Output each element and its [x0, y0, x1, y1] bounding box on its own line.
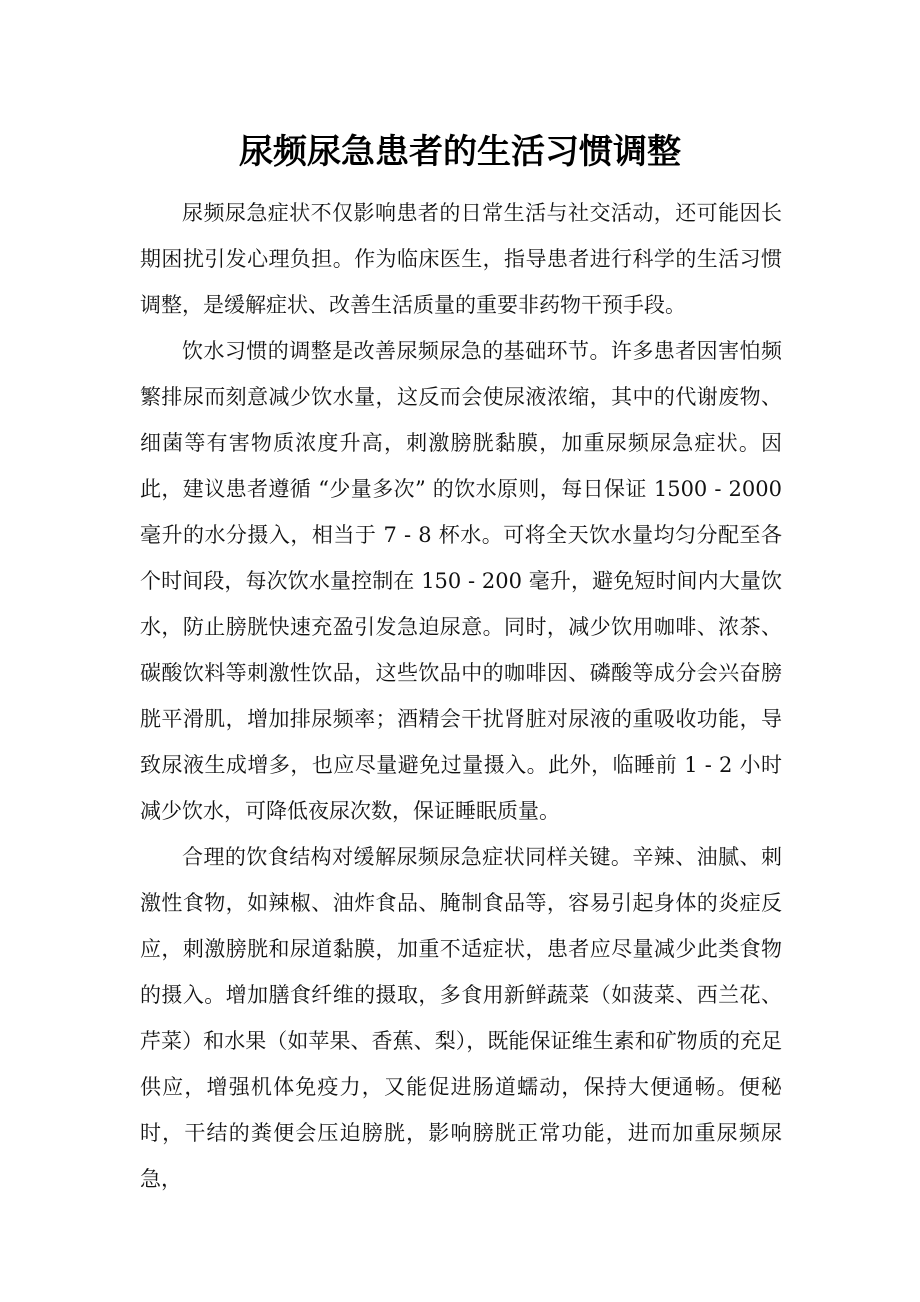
page-title: 尿频尿急患者的生活习惯调整 [239, 132, 681, 172]
document-body [140, 190, 782, 1202]
paragraph-drinking-habits: 饮水习惯的调整是改善尿频尿急的基础环节。许多患者因害怕频繁排尿而刻意减少饮水量，这反而会使尿液浓缩，其中的代谢废物、细菌等有害物质浓度升高，刺激膀胱黏膜，加重尿频尿急症状。因此，建议患者遵循 “少量多次” 的饮水原则，每日保证 1500 - 2000 毫升的水分摄入，相当于 7 - 8 杯水。可将全天饮水量均匀分配至各个时间段，每次饮水量控制在 150 - 200 毫升，避免短时间内大量饮水，防止膀胱快速充盈引发急迫尿意。同时，减少饮用咖啡、浓茶、碳酸饮料等刺激性饮品，这些饮品中的咖啡因、磷酸等成分会兴奋膀胱平滑肌，增加排尿频率；酒精会干扰肾脏对尿液的重吸收功能，导致尿液生成增多，也应尽量避免过量摄入。此外，临睡前 1 - 2 小时减少饮水，可降低夜尿次数，保证睡眠质量。 [140, 339, 782, 823]
paragraph-diet: 合理的饮食结构对缓解尿频尿急症状同样关键。辛辣、油腻、刺激性食物，如辣椒、油炸食品、腌制食品等，容易引起身体的炎症反应，刺激膀胱和尿道黏膜，加重不适症状，患者应尽量减少此类食物的摄入。增加膳食纤维的摄取，多食用新鲜蔬菜（如菠菜、西兰花、芹菜）和水果（如苹果、香蕉、梨），既能保证维生素和矿物质的充足供应，增强机体免疫力，又能促进肠道蠕动，保持大便通畅。便秘时，干结的粪便会压迫膀胱，影响膀胱正常功能，进而加重尿频尿急， [140, 845, 782, 1191]
paragraph-intro: 尿频尿急症状不仅影响患者的日常生活与社交活动，还可能因长期困扰引发心理负担。作为临床医生，指导患者进行科学的生活习惯调整，是缓解症状、改善生活质量的重要非药物干预手段。 [140, 201, 782, 317]
